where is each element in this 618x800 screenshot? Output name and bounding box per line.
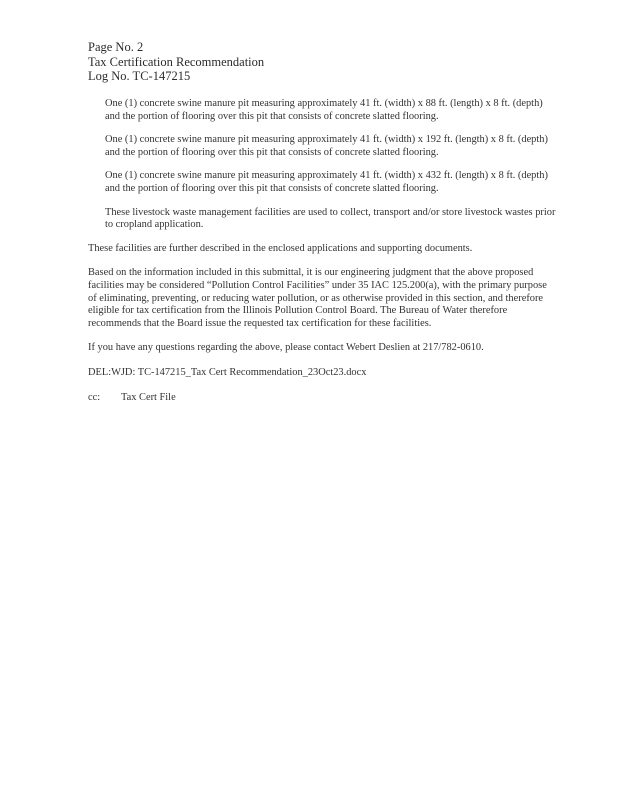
document-body [88,98,558,404]
facility-item [105,170,558,195]
facility-text: These livestock waste management facilities are used to collect, transport and/or store livestock wastes prior to cropland application. [105,206,556,231]
description-paragraph: These facilities are further described in the enclosed applications and supporting documents. [88,242,473,254]
page-number: Page No. 2 [88,40,144,54]
cc-recipient: Tax Cert File [121,391,176,403]
facility-text: One (1) concrete swine manure pit measuring approximately 41 ft. (width) x 88 ft. (length) x 8 ft. (depth) and the portion of flooring over this pit that consists of concrete slatted flooring. [105,98,543,122]
cc-label: cc: [88,391,101,403]
facility-text: One (1) concrete swine manure pit measuring approximately 41 ft. (width) x 432 ft. (length) x 8 ft. (depth) and the portion of flooring over this pit that consists of concrete slatted flooring. [105,170,548,194]
facility-item [105,207,558,232]
file-reference: DEL:WJD: TC-147215_Tax Cert Recommendation_23Oct23.docx [88,366,367,378]
cc-line [88,392,558,405]
page-header [88,40,264,84]
facility-item [105,134,558,159]
judgment-paragraph: Based on the information included in this submittal, it is our engineering judgment that the above proposed facilities may be considered “Pollution Control Facilities” under 35 IAC 125.200(a), with the primary purpose of eliminating, preventing, or reducing water pollution, or as otherwise provided in this section, and therefore eligible for tax certification from the Illinois Pollution Control Board. The Bureau of Water therefore recommends that the Board issue the requested tax certification for these facilities. [88,267,547,329]
log-number: Log No. TC-147215 [88,69,191,83]
facility-text: One (1) concrete swine manure pit measuring approximately 41 ft. (width) x 192 ft. (length) x 8 ft. (depth) and the portion of flooring over this pit that consists of concrete slatted flooring. [105,134,548,158]
document-title: Tax Certification Recommendation [88,54,265,69]
contact-paragraph: If you have any questions regarding the above, please contact Webert Deslien at 217/782-0610. [88,342,484,354]
facility-item [105,98,558,123]
